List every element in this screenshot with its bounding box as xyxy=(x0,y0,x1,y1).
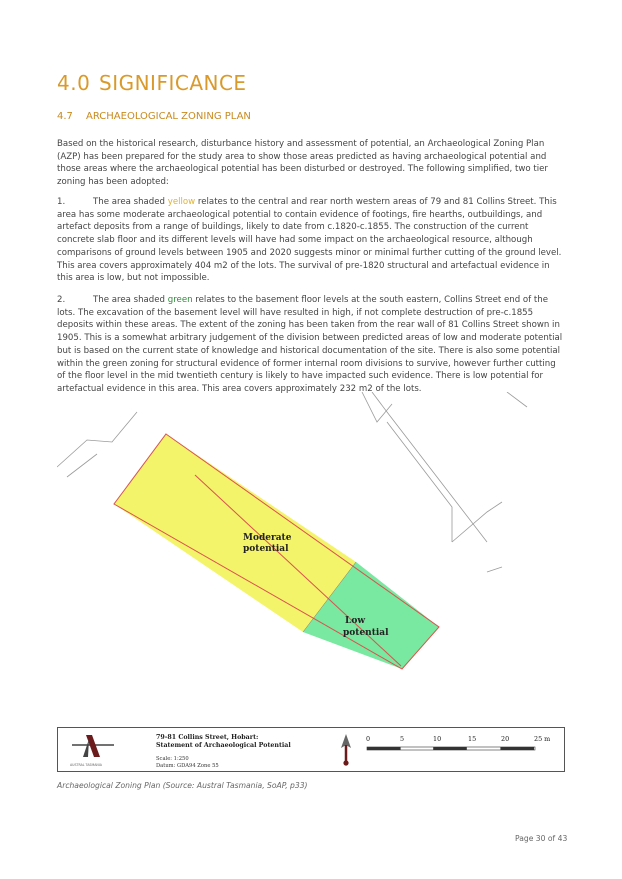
section-title xyxy=(57,71,247,95)
legend-datum: Datum: GDA94 Zone 55 xyxy=(156,763,219,769)
intro-paragraph: Based on the historical research, disturbance history and assessment of potential, an Archaeological Zoning Plan (AZP) has been prepared for the study area to show those areas predicted as having archaeological potential and those areas where the archaeological potential has been disturbed or destroyed. The following simplified, two tier zoning has been adopted: xyxy=(57,139,548,188)
legend-title-line-2: Statement of Archaeological Potential xyxy=(156,742,291,750)
scale-bar xyxy=(366,746,551,752)
subsection-heading xyxy=(57,111,251,122)
low-zone-label-1: Low xyxy=(345,616,366,626)
subsection-number: 4.7 xyxy=(57,111,73,122)
figure-caption: Archaeological Zoning Plan (Source: Austral Tasmania, SoAP, p33) xyxy=(57,781,308,790)
legend-meta xyxy=(156,756,306,770)
logo-subtitle: AUSTRAL TASMANIA xyxy=(70,763,102,767)
zone-item-2-text: relates to the basement floor levels at the south eastern, Collins Street end of the lots. The excavation of the basement level will have resulted in high, if not complete destruction of pre-c.1855 deposits within these areas. The extent of the zoning has been taken from the rear wall of 81 Collins Street shown in 1905. This is a somewhat arbitrary judgement of the division between predicted areas of low and moderate potential but is based on the current state of knowledge and historical documentation of the site. There is also some potential within the green zoning for structural evidence of former internal room divisions to survive, however further cutting of the floor level in the mid twentieth century is likely to have impacted such evidence. There is low potential for artefactual evidence in this area. This area covers approximately 232 m2 of the lots. xyxy=(57,295,563,394)
zone-item-2 xyxy=(57,294,565,396)
scale-tick-15: 15 xyxy=(468,735,477,743)
scale-tick-20: 20 xyxy=(501,735,510,743)
austral-logo xyxy=(64,731,124,769)
page-number: Page 30 of 43 xyxy=(515,834,568,843)
scale-tick-0: 0 xyxy=(366,735,371,743)
subsection-title: ARCHAEOLOGICAL ZONING PLAN xyxy=(86,111,251,122)
zone-item-1-text: relates to the central and rear north western areas of 79 and 81 Collins Street. This area has some moderate archaeological potential to contain evidence of footings, fire hearths, outbuildings, and artefact deposits from a range of buildings, likely to date from c.1820-c.1855. The construction of the current concrete slab floor and its different levels will have had some impact on the archaeological resource, although comparisons of ground levels between 1905 and 2020 suggests minor or minimal further cutting of the ground level. This area covers approximately 404 m2 of the lots. The survival of pre-1820 structural and artefactual evidence in this area is low, but not impossible. xyxy=(57,197,562,284)
low-zone-label-2: potential xyxy=(343,628,389,638)
legend-scale: Scale: 1:250 xyxy=(156,756,189,762)
scale-tick-5: 5 xyxy=(400,735,405,743)
moderate-zone-label-2: potential xyxy=(243,544,289,554)
zoning-map xyxy=(57,392,565,717)
moderate-zone-label-1: Moderate xyxy=(243,533,292,543)
section-title-text: SIGNIFICANCE xyxy=(99,71,247,96)
section-number: 4.0 xyxy=(57,71,91,96)
zone-item-2-number: 2. xyxy=(57,295,66,305)
north-arrow-icon xyxy=(339,732,353,768)
zone-item-2-highlight: green xyxy=(167,295,193,305)
moderate-potential-zone xyxy=(114,434,356,632)
zone-item-1-number: 1. xyxy=(57,197,66,207)
zone-item-1 xyxy=(57,196,565,285)
legend-title-line-1: 79-81 Collins Street, Hobart: xyxy=(156,734,259,741)
legend-title xyxy=(156,734,326,750)
zone-item-1-highlight: yellow xyxy=(167,197,196,207)
map-legend xyxy=(57,727,565,772)
scale-tick-25: 25 m xyxy=(534,735,551,743)
scale-tick-10: 10 xyxy=(433,735,442,743)
zone-item-2-lead: The area shaded xyxy=(93,295,168,305)
zone-item-1-lead: The area shaded xyxy=(93,197,168,207)
